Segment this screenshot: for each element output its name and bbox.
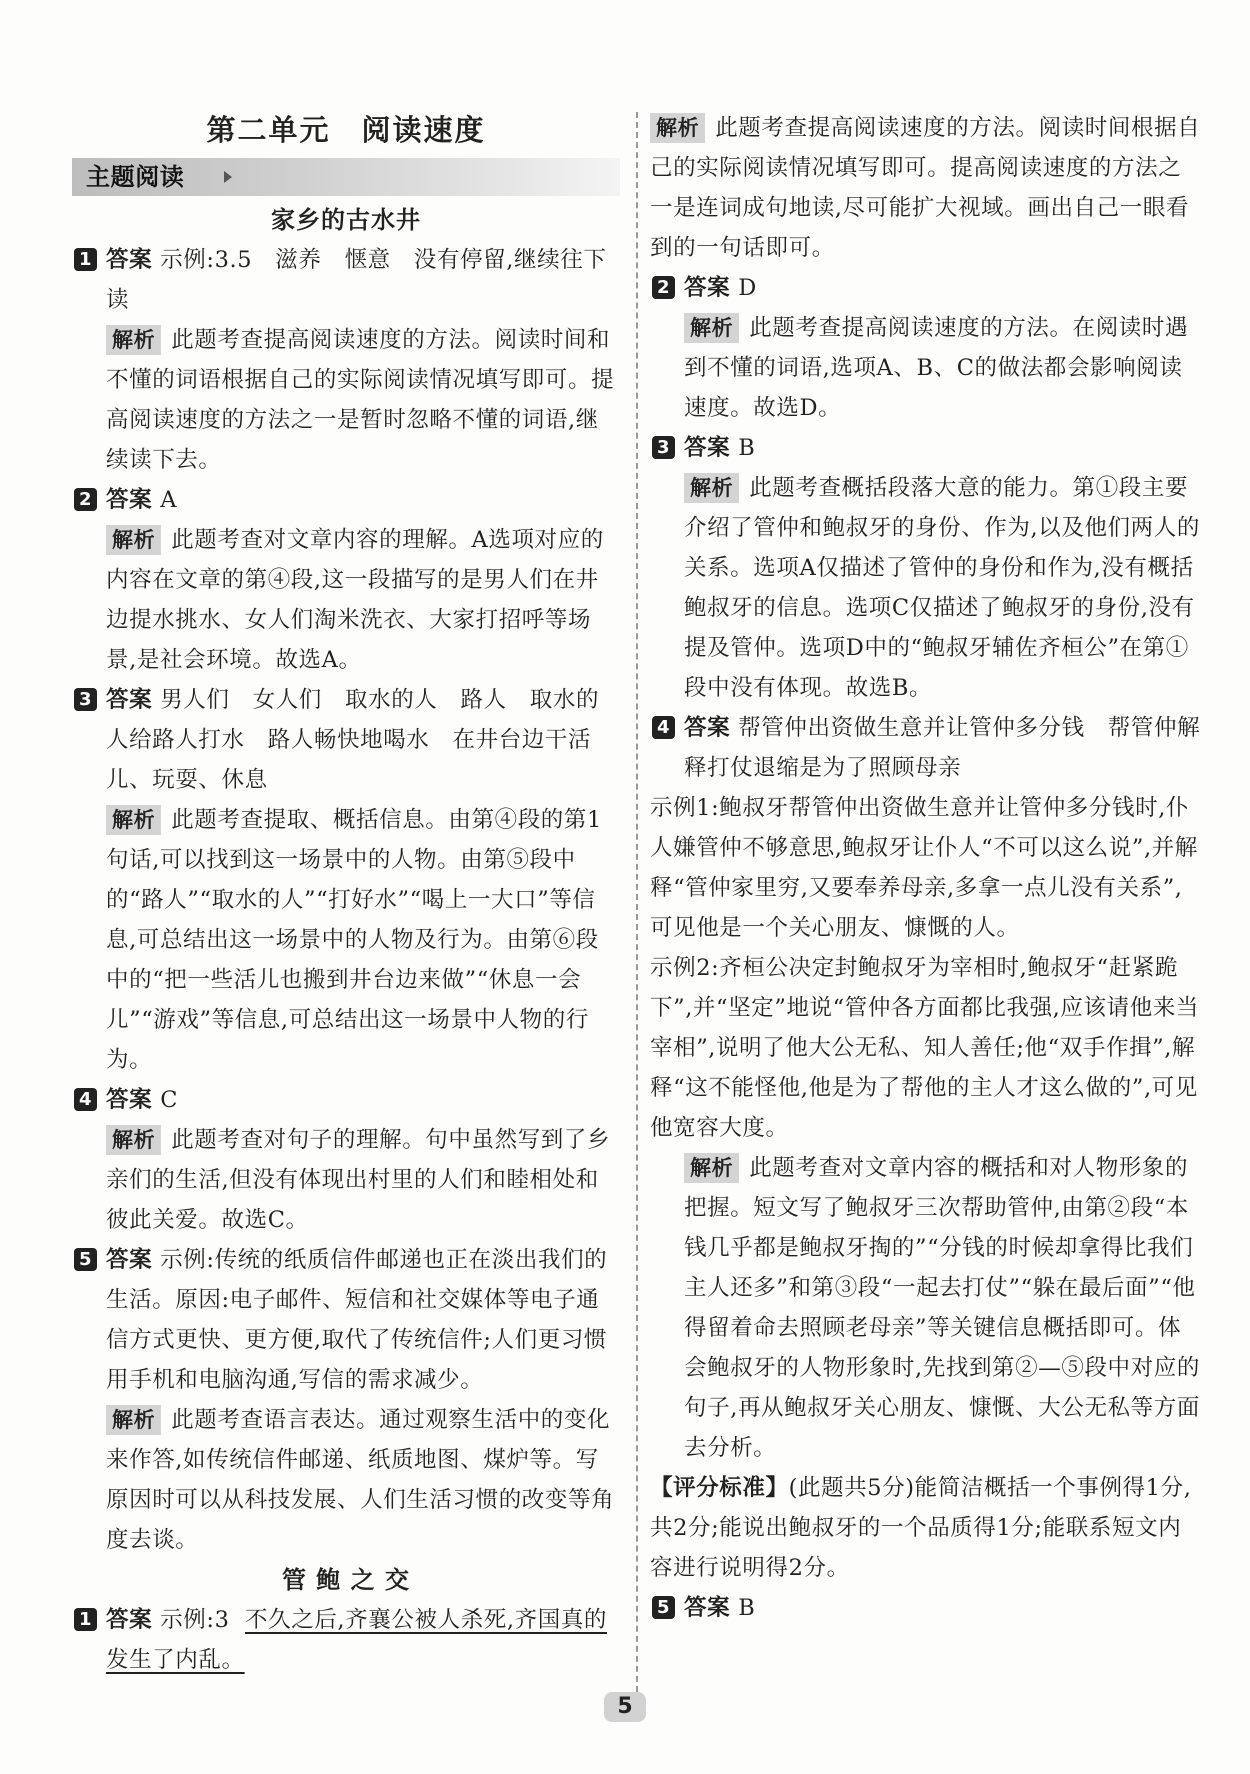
question-number: 4	[74, 1088, 97, 1111]
answer-text: 示例:传统的纸质信件邮递也正在淡出我们的生活。原因:电子邮件、短信和社交媒体等电子通信方式更快、更方便,取代了传统信件;人们更习惯用手机和电脑沟通,写信的需求减少。	[106, 1247, 608, 1393]
answer-label: 答案	[684, 715, 731, 741]
unit-title: 第二单元 阅读速度	[206, 113, 486, 147]
page-number: 5	[604, 1692, 646, 1722]
analysis-badge: 解析	[106, 1405, 161, 1435]
answer-item	[650, 708, 1202, 788]
question-number: 5	[74, 1248, 97, 1271]
question-number: 3	[74, 688, 97, 711]
analysis-block	[650, 108, 1202, 268]
answer-label: 答案	[684, 275, 731, 301]
answer-item	[72, 1240, 620, 1400]
answer-text: A	[160, 487, 178, 513]
analysis-badge: 解析	[684, 473, 739, 503]
answer-item	[650, 428, 1202, 468]
analysis-badge: 解析	[106, 1125, 161, 1155]
analysis-text: 此题考查对文章内容的理解。A选项对应的内容在文章的第④段,这一段描写的是男人们在井边提水挑水、女人们淘米洗衣、大家打招呼等场景,是社会环境。故选A。	[106, 527, 604, 673]
answer-label: 答案	[106, 487, 153, 513]
analysis-badge: 解析	[106, 805, 161, 835]
answer-text: 男人们 女人们 取水的人 路人 取水的人给路人打水 路人畅快地喝水 在井台边干活儿、玩耍、休息	[106, 687, 600, 793]
analysis-block	[72, 520, 620, 680]
answer-item	[72, 1080, 620, 1120]
analysis-text: 此题考查提高阅读速度的方法。阅读时间和不懂的词语根据自己的实际阅读情况填写即可。提高阅读速度的方法之一是暂时忽略不懂的词语,继续读下去。	[106, 327, 615, 473]
article-title: 管 鲍 之 交	[281, 1566, 411, 1594]
answer-text: 示例:3	[160, 1607, 230, 1633]
analysis-block	[650, 1148, 1202, 1468]
answer-item	[72, 480, 620, 520]
answer-text: 帮管仲出资做生意并让管仲多分钱 帮管仲解释打仗退缩是为了照顾母亲	[684, 715, 1201, 781]
example-text: 示例1:鲍叔牙帮管仲出资做生意并让管仲多分钱时,仆人嫌管仲不够意思,鲍叔牙让仆人“不可以这么说”,并解释“管仲家里穷,又要奉养母亲,多拿一点儿没有关系”,可见他是一个关心朋友、慷慨的人。	[650, 795, 1198, 941]
left-column	[72, 108, 620, 1680]
question-number: 5	[652, 1596, 675, 1619]
analysis-badge: 解析	[650, 113, 705, 143]
answer-label: 答案	[106, 1607, 153, 1633]
article-title: 家乡的古水井	[271, 206, 421, 234]
analysis-text: 此题考查提高阅读速度的方法。在阅读时遇到不懂的词语,选项A、B、C的做法都会影响阅读速度。故选D。	[684, 315, 1189, 421]
answer-label: 答案	[106, 687, 153, 713]
analysis-block	[650, 468, 1202, 708]
banner-arrow-icon	[224, 171, 232, 183]
underlined-answer: 不久之后,齐襄公被人杀死,齐国真的发生了内乱。	[106, 1607, 608, 1673]
analysis-text: 此题考查对句子的理解。句中虽然写到了乡亲们的生活,但没有体现出村里的人们和睦相处和彼此关爱。故选C。	[106, 1127, 611, 1233]
analysis-block	[72, 1400, 620, 1560]
question-number: 2	[652, 276, 675, 299]
question-number: 2	[74, 488, 97, 511]
question-number: 3	[652, 436, 675, 459]
answer-label: 答案	[684, 435, 731, 461]
answer-item	[650, 268, 1202, 308]
example-text: 示例2:齐桓公决定封鲍叔牙为宰相时,鲍叔牙“赶紧跪下”,并“坚定”地说“管仲各方面都比我强,应该请他来当宰相”,说明了他大公无私、知人善任;他“双手作揖”,解释“这不能怪他,他是为了帮他的主人才这么做的”,可见他宽容大度。	[650, 955, 1200, 1141]
answer-text: B	[738, 435, 756, 461]
analysis-text: 此题考查概括段落大意的能力。第①段主要介绍了管仲和鲍叔牙的身份、作为,以及他们两人的关系。选项A仅描述了管仲的身份和作为,没有概括鲍叔牙的信息。选项C仅描述了鲍叔牙的身份,没有提及管仲。选项D中的“鲍叔牙辅佐齐桓公”在第①段中没有体现。故选B。	[684, 475, 1200, 701]
section-banner	[72, 158, 620, 196]
answer-item	[72, 680, 620, 800]
analysis-block	[650, 308, 1202, 428]
analysis-text: 此题考查提高阅读速度的方法。阅读时间根据自己的实际阅读情况填写即可。提高阅读速度的方法之一是连词成句地读,尽可能扩大视域。画出自己一眼看到的一句话即可。	[650, 115, 1201, 261]
analysis-badge: 解析	[106, 525, 161, 555]
analysis-text: 此题考查对文章内容的概括和对人物形象的把握。短文写了鲍叔牙三次帮助管仲,由第②段“本钱几乎都是鲍叔牙掏的”“分钱的时候却拿得比我们主人还多”和第③段“一起去打仗”“躲在最后面”“他得留着命去照顾老母亲”等关键信息概括即可。体会鲍叔牙的人物形象时,先找到第②—⑤段中对应的句子,再从鲍叔牙关心朋友、慷慨、大公无私等方面去分析。	[684, 1155, 1200, 1461]
scoring-label: 【评分标准】	[650, 1475, 789, 1501]
analysis-badge: 解析	[684, 1153, 739, 1183]
answer-label: 答案	[106, 1087, 153, 1113]
analysis-text: 此题考查提取、概括信息。由第④段的第1句话,可以找到这一场景中的人物。由第⑤段中的“路人”“取水的人”“打好水”“喝上一大口”等信息,可总结出这一场景中的人物及行为。由第⑥段中的“把一些活儿也搬到井台边来做”“休息一会儿”“游戏”等信息,可总结出这一场景中人物的行为。	[106, 807, 602, 1073]
answer-item	[72, 1600, 620, 1680]
section-banner-label: 主题阅读	[86, 163, 185, 191]
answer-text: D	[738, 275, 757, 301]
answer-text: 示例:3.5 滋养 惬意 没有停留,继续往下读	[106, 247, 607, 313]
answer-label: 答案	[684, 1595, 731, 1621]
answer-label: 答案	[106, 1247, 153, 1273]
analysis-block	[72, 800, 620, 1080]
analysis-badge: 解析	[684, 313, 739, 343]
question-number: 1	[74, 1608, 97, 1631]
question-number: 4	[652, 716, 675, 739]
answer-label: 答案	[106, 247, 153, 273]
answer-text: C	[160, 1087, 179, 1113]
answer-item	[650, 1588, 1202, 1628]
question-number: 1	[74, 248, 97, 271]
column-divider	[636, 112, 638, 1712]
answer-item	[72, 240, 620, 320]
analysis-block	[72, 1120, 620, 1240]
analysis-text: 此题考查语言表达。通过观察生活中的变化来作答,如传统信件邮递、纸质地图、煤炉等。写原因时可以从科技发展、人们生活习惯的改变等角度去谈。	[106, 1407, 615, 1553]
answer-text: B	[738, 1595, 756, 1621]
analysis-badge: 解析	[106, 325, 161, 355]
right-column	[650, 108, 1202, 1628]
scoring-text: (此题共5分)能简洁概括一个事例得1分,共2分;能说出鲍叔牙的一个品质得1分;能联系短文内容进行说明得2分。	[650, 1475, 1192, 1581]
scoring-block	[650, 1468, 1202, 1588]
analysis-block	[72, 320, 620, 480]
